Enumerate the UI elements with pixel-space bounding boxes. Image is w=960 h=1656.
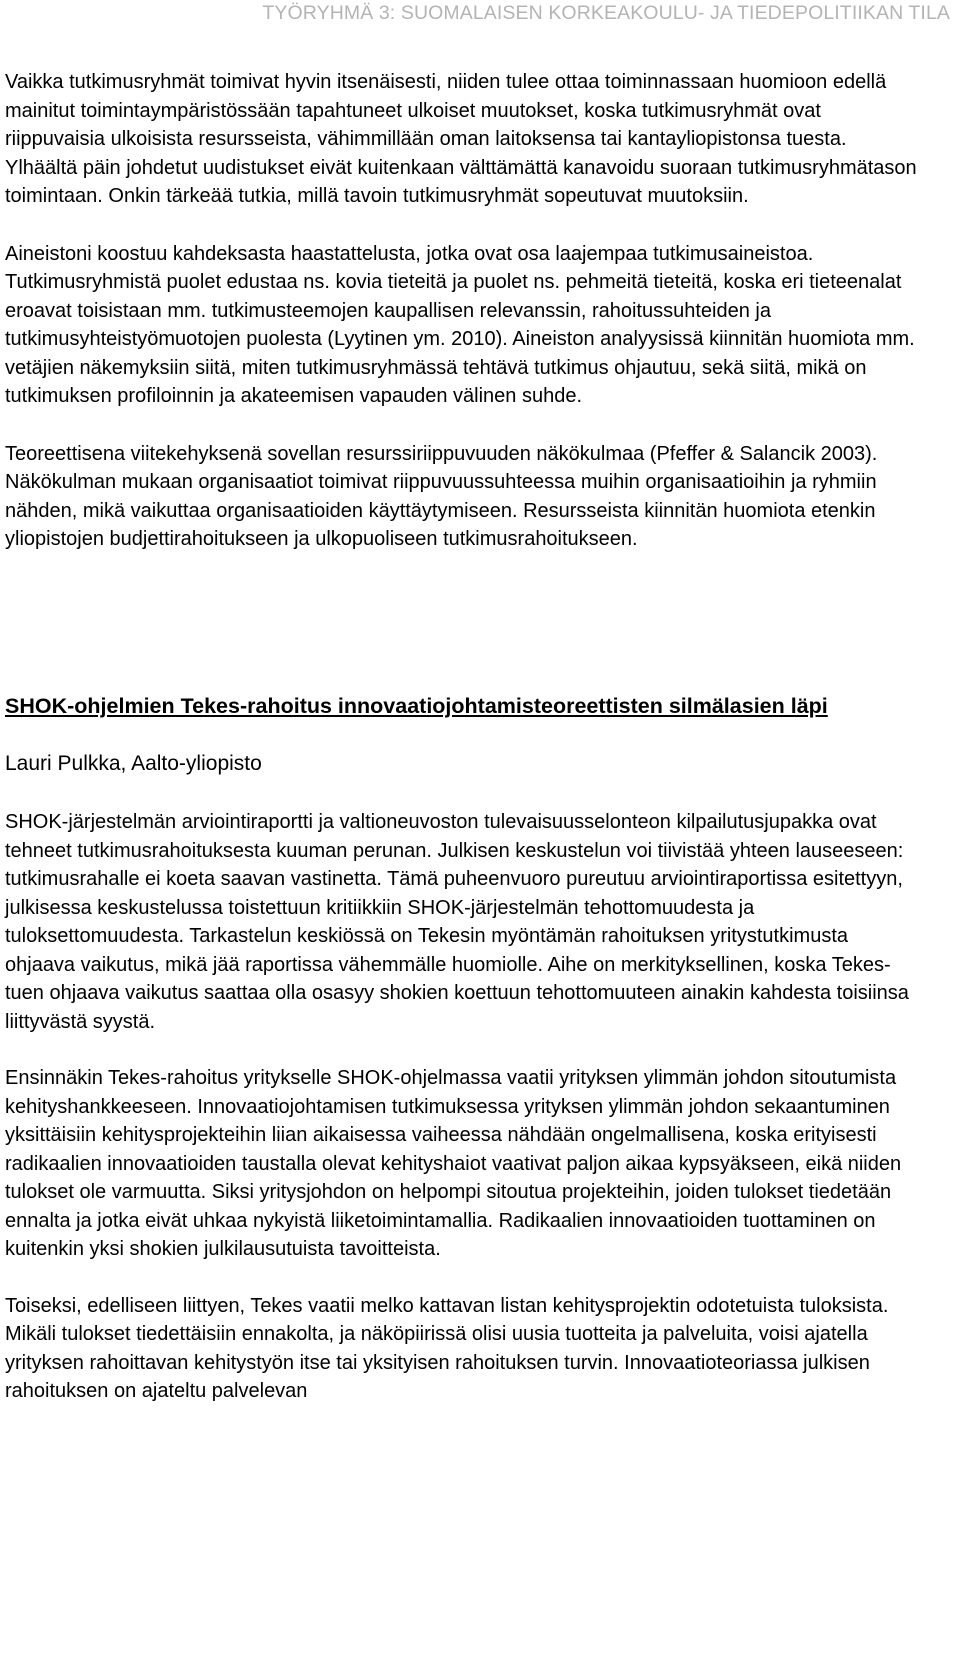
paragraph: Vaikka tutkimusryhmät toimivat hyvin itsenäisesti, niiden tulee ottaa toiminnassaan huomioon edellä mainitut toimintaympäristössään tapahtuneet ulkoiset muutokset, koska tutkimusryhmät ovat riippuvaisia ulkoisista resursseista, vähimmillään oman laitoksensa tai kantayliopistonsa tuesta. Ylhäältä päin johdetut uudistukset eivät kuitenkaan välttämättä kanavoidu suoraan tutkimusryhmätason toimintaan. Onkin tärkeää tutkia, millä tavoin tutkimusryhmät sopeutuvat muutoksiin. — [5, 71, 917, 207]
paragraph: Toiseksi, edelliseen liittyen, Tekes vaatii melko kattavan listan kehitysprojektin odotetuista tuloksista. Mikäli tulokset tiedettäisiin ennakolta, ja näköpiirissä olisi uusia tuotteita ja palveluita, voisi ajatella yrityksen rahoittavan kehitystyön itse tai yksityisen rahoituksen turvin. Innovaatioteoriassa julkisen rahoituksen on ajateltu palvelevan — [5, 1294, 889, 1402]
paragraph: SHOK-järjestelmän arviointiraportti ja valtioneuvoston tulevaisuusselonteon kilpailutusjupakka ovat tehneet tutkimusrahoituksesta kuuman perunan. Julkisen keskustelun voi tiivistää yhteen lauseeseen: tutkimusrahalle ei koeta saavan vastinetta. Tämä puheenvuoro pureutuu arviointiraportissa esitettyyn, julkisessa keskustelussa toistettuun kritiikkiin SHOK-järjestelmän tehottomuudesta ja tuloksettomuudesta. Tarkastelun keskiössä on Tekesin myöntämän rahoituksen yritystutkimusta ohjaava vaikutus, mikä jää raportissa vähemmälle huomiolle. Aihe on merkityksellinen, koska Tekes-tuen ohjaava vaikutus saattaa olla osasyy shokien koettuun tehottomuuteen ainakin kahdesta toisiinsa liittyvästä syystä. — [5, 811, 909, 1033]
section-title: SHOK-ohjelmien Tekes-rahoitus innovaatiojohtamisteoreettisten silmälasien läpi — [5, 693, 828, 718]
paragraph: Ensinnäkin Tekes-rahoitus yritykselle SHOK-ohjelmassa vaatii yrityksen ylimmän johdon sitoutumista kehityshankkeeseen. Innovaatiojohtamisen tutkimuksessa yrityksen ylimmän johdon sekaantuminen yksittäisiin kehitysprojekteihin liian aikaisessa vaiheessa nähdään ongelmallisena, koska erityisesti radikaalien innovaatioiden taustalla olevat kehityshaiot vaativat paljon aikaa kypsyäkseen, eikä niiden tulokset ole varmuutta. Siksi yritysjohdon on helpompi sitoutua projekteihin, joiden tulokset tiedetään ennalta ja jotka eivät uhkaa nykyistä liiketoimintamallia. Radikaalien innovaatioiden tuottaminen on kuitenkin yksi shokien julkilausutuista tavoitteista. — [5, 1067, 902, 1260]
document-body — [5, 68, 920, 1406]
paragraph: Aineistoni koostuu kahdeksasta haastattelusta, jotka ovat osa laajempaa tutkimusaineistoa. Tutkimusryhmistä puolet edustaa ns. kovia tieteitä ja puolet ns. pehmeitä tieteitä, koska eri tieteenalat eroavat toisistaan mm. tutkimusteemojen kaupallisen relevanssin, rahoitussuhteiden ja tutkimusyhteistyömuotojen puolesta (Lyytinen ym. 2010). Aineiston analyysissä kiinnitän huomiota mm. vetäjien näkemyksiin siitä, miten tutkimusryhmässä tehtävä tutkimus ohjautuu, sekä siitä, mikä on tutkimuksen profiloinnin ja akateemisen vapauden välinen suhde. — [5, 242, 915, 407]
running-header: TYÖRYHMÄ 3: SUOMALAISEN KORKEAKOULU- JA TIEDEPOLITIIKAN TILA — [262, 2, 950, 24]
paragraph: Teoreettisena viitekehyksenä sovellan resurssiriippuvuuden näkökulmaa (Pfeffer & Salancik 2003). Näkökulman mukaan organisaatiot toimivat riippuvuussuhteessa muihin organisaatioihin ja ryhmiin nähden, mikä vaikuttaa organisaatioiden käyttäytymiseen. Resursseista kiinnitän huomiota etenkin yliopistojen budjettirahoitukseen ja ulkopuoliseen tutkimusrahoitukseen. — [5, 442, 878, 550]
author-line: Lauri Pulkka, Aalto-yliopisto — [5, 752, 262, 775]
